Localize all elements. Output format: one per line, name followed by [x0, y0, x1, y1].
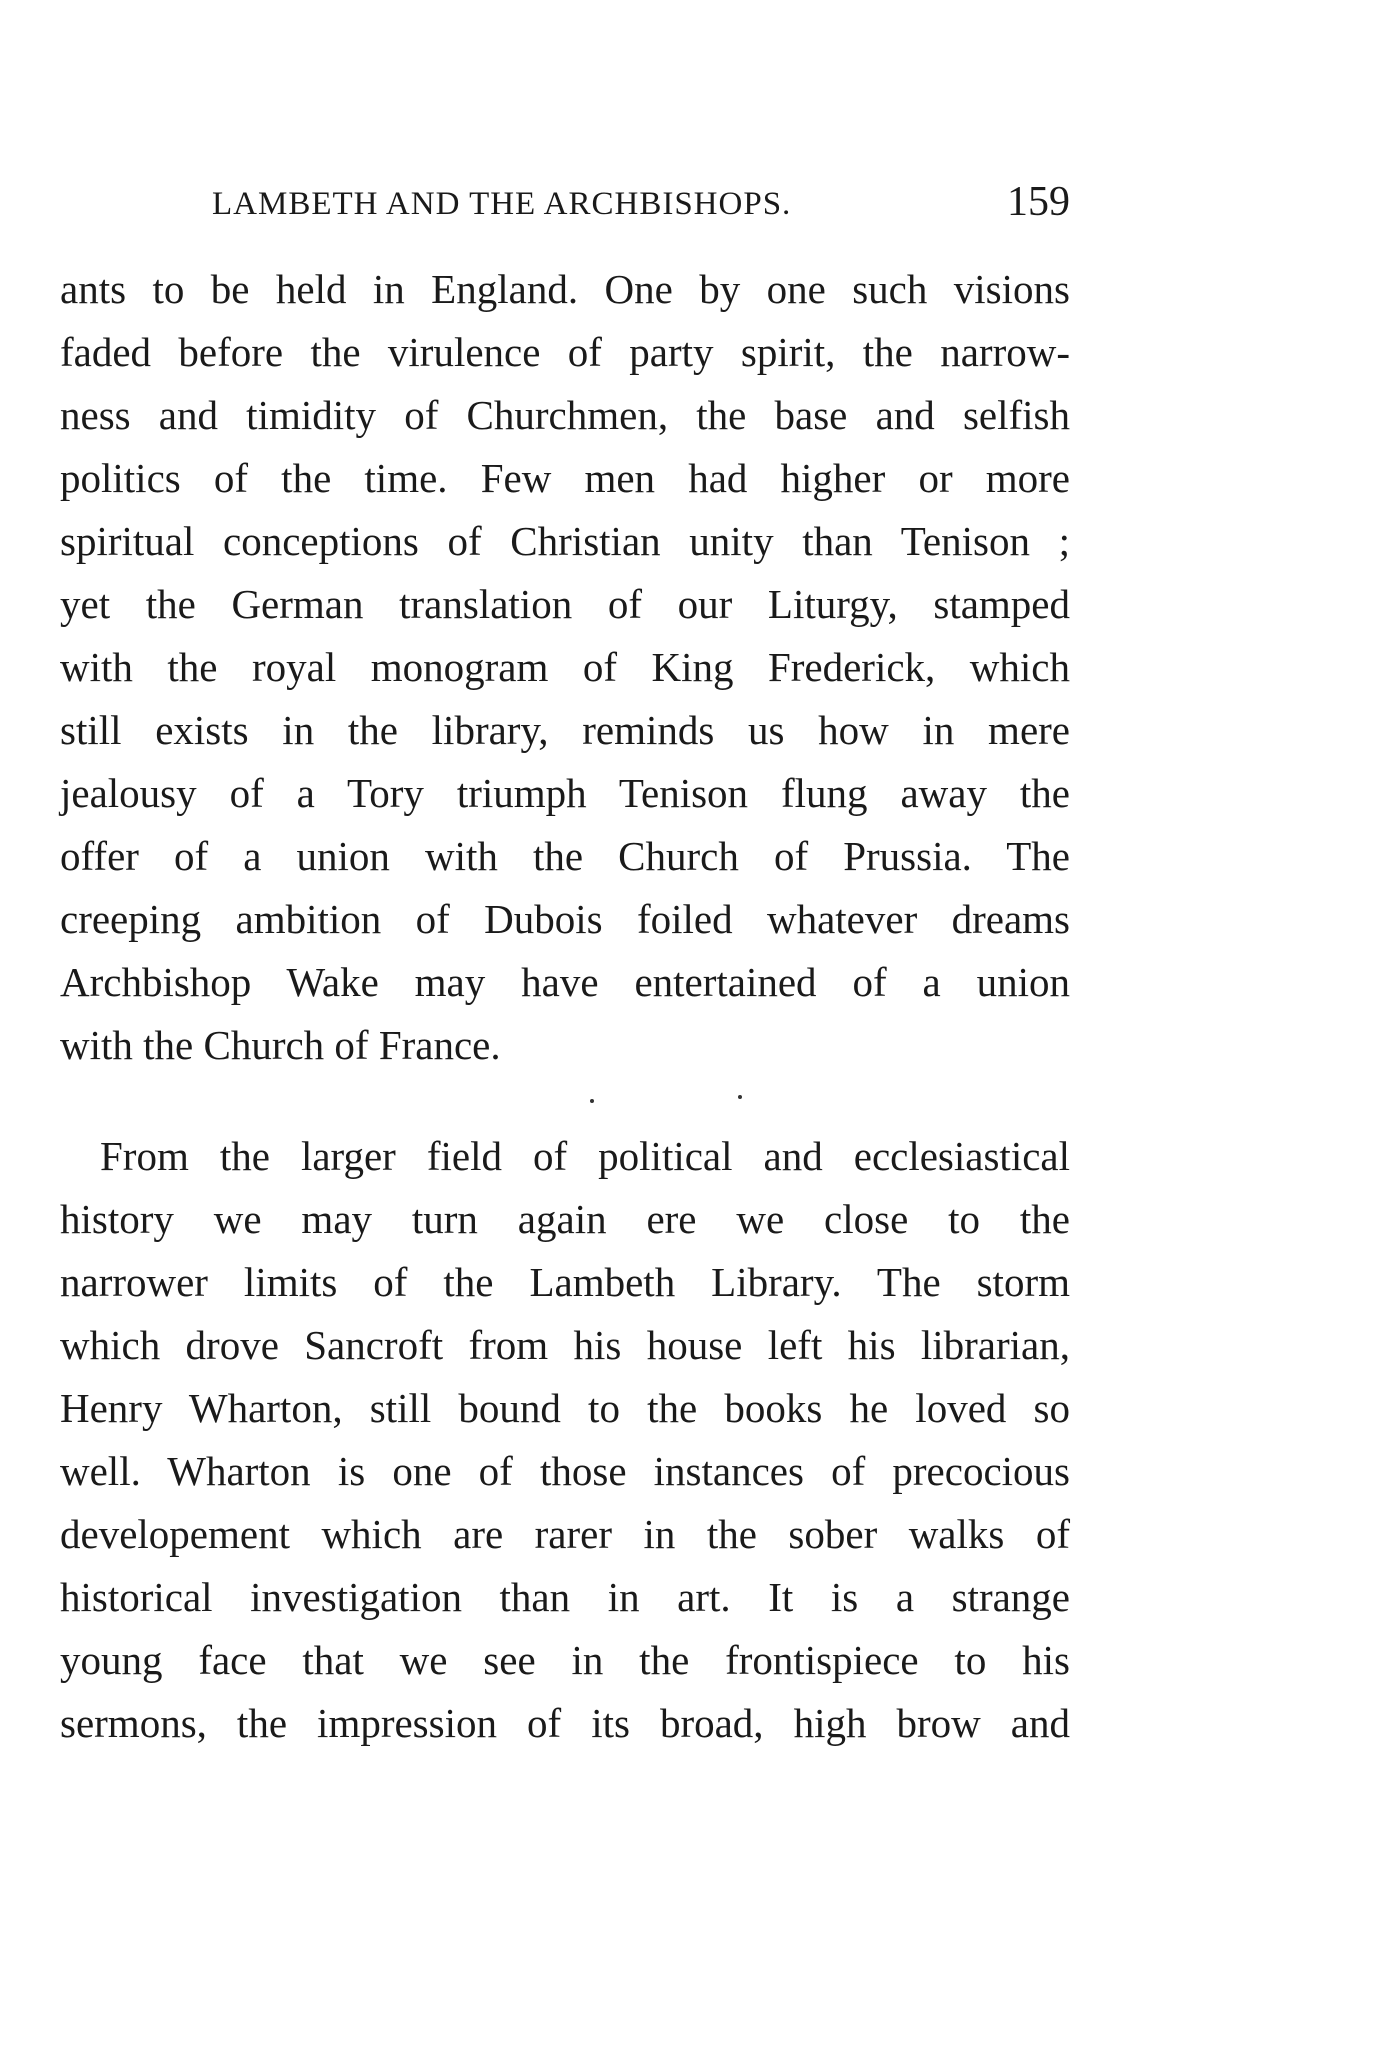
text-line: developement which are rarer in the sober walks of — [60, 1511, 1070, 1557]
text-line: sermons, the impression of its broad, high brow and — [60, 1700, 1070, 1746]
section-break — [580, 1095, 760, 1105]
text-line: From the larger field of political and ecclesiastical — [100, 1133, 1070, 1179]
paragraph-2 — [60, 1125, 1070, 1755]
text-line: spiritual conceptions of Christian unity than Tenison ; — [60, 518, 1070, 564]
text-line: jealousy of a Tory triumph Tenison flung away the — [60, 770, 1070, 816]
text-line: Henry Wharton, still bound to the books he loved so — [60, 1385, 1070, 1431]
page-number: 159 — [1007, 179, 1070, 225]
text-line: offer of a union with the Church of Prussia. The — [60, 833, 1070, 879]
text-line: ants to be held in England. One by one such visions — [60, 266, 1070, 312]
text-line: still exists in the library, reminds us how in mere — [60, 707, 1070, 753]
text-line: politics of the time. Few men had higher or more — [60, 455, 1070, 501]
running-title: LAMBETH AND THE ARCHBISHOPS. — [212, 186, 792, 222]
text-line: yet the German translation of our Liturgy, stamped — [60, 581, 1070, 627]
text-line: with the Church of France. — [60, 1022, 501, 1068]
text-line: well. Wharton is one of those instances of precocious — [60, 1448, 1070, 1494]
text-line: with the royal monogram of King Frederick, which — [60, 644, 1070, 690]
text-line: which drove Sancroft from his house left his librarian, — [60, 1322, 1070, 1368]
text-line: creeping ambition of Dubois foiled whatever dreams — [60, 896, 1070, 942]
text-line: narrower limits of the Lambeth Library. The storm — [60, 1259, 1070, 1305]
text-line: historical investigation than in art. It is a strange — [60, 1574, 1070, 1620]
text-line: faded before the virulence of party spirit, the narrow- — [60, 329, 1070, 375]
running-head — [60, 178, 1070, 238]
text-line: history we may turn again ere we close to the — [60, 1196, 1070, 1242]
text-line: young face that we see in the frontispiece to his — [60, 1637, 1070, 1683]
text-line: ness and timidity of Churchmen, the base and selfish — [60, 392, 1070, 438]
paragraph-1 — [60, 258, 1070, 1077]
text-line: Archbishop Wake may have entertained of a union — [60, 959, 1070, 1005]
